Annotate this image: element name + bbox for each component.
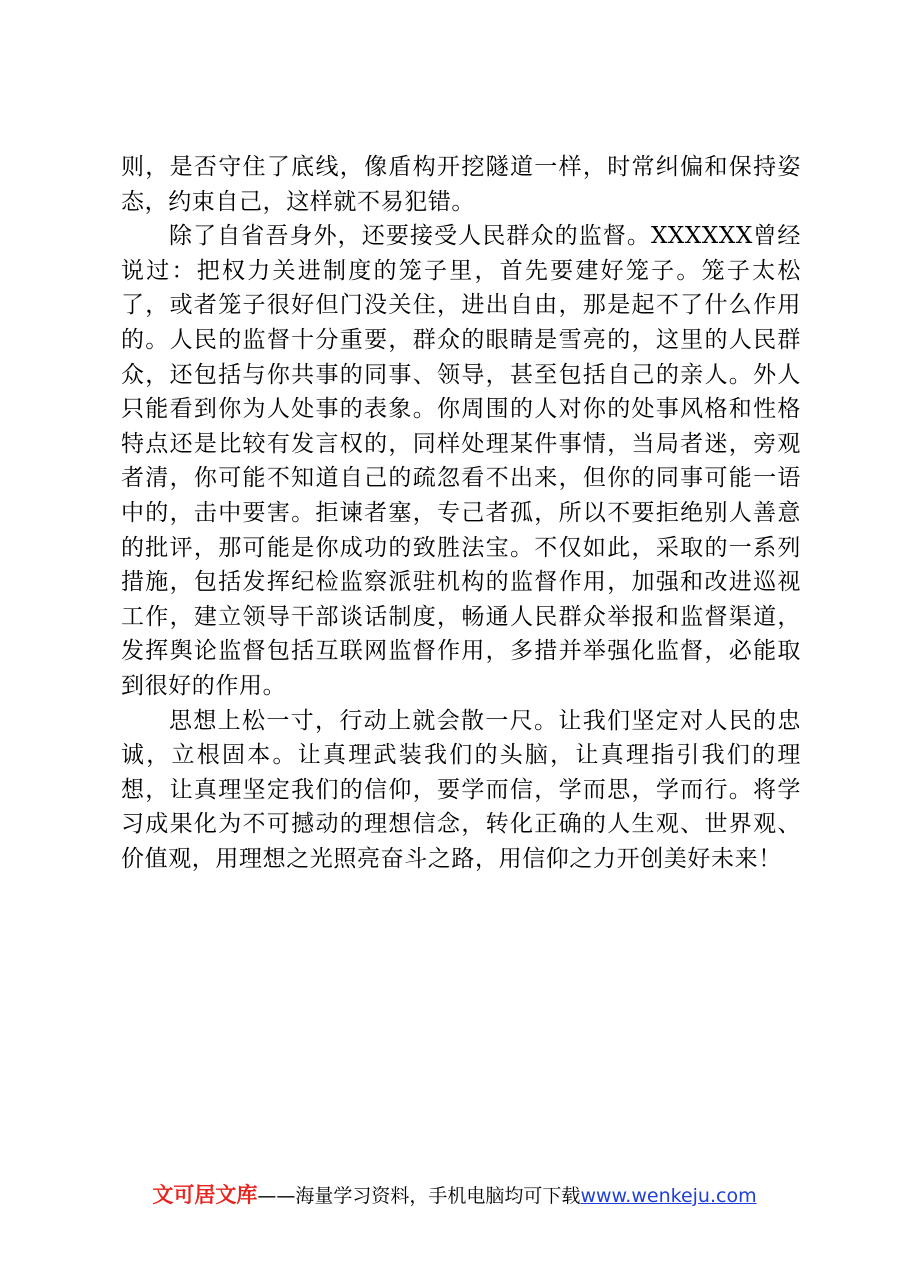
page-footer <box>0 1182 909 1209</box>
document-body <box>121 150 801 876</box>
paragraph-supervision: 除了自省吾身外，还要接受人民群众的监督。XXXXXX曾经说过：把权力关进制度的笼子里，首先要建好笼子。笼子太松了，或者笼子很好但门没关住，进出自由，那是起不了什么作用的。人民的监督十分重要，群众的眼睛是雪亮的，这里的人民群众，还包括与你共事的同事、领导，甚至包括自己的亲人。外人只能看到你为人处事的表象。你周围的人对你的处事风格和性格特点还是比较有发言权的，同样处理某件事情，当局者迷，旁观者清，你可能不知道自己的疏忽看不出来，但你的同事可能一语中的，击中要害。拒谏者塞，专己者孤，所以不要拒绝别人善意的批评，那可能是你成功的致胜法宝。不仅如此，采取的一系列措施，包括发挥纪检监察派驻机构的监督作用，加强和改进巡视工作，建立领导干部谈话制度，畅通人民群众举报和监督渠道，发挥舆论监督包括互联网监督作用，多措并举强化监督，必能取到很好的作用。 <box>121 223 801 699</box>
footer-slogan: ——海量学习资料，手机电脑均可下载 <box>257 1185 581 1207</box>
footer-website-link[interactable]: www.wenkeju.com <box>580 1185 757 1207</box>
paragraph-conclusion: 思想上松一寸，行动上就会散一尺。让我们坚定对人民的忠诚，立根固本。让真理武装我们的头脑，让真理指引我们的理想，让真理坚定我们的信仰，要学而信，学而思，学而行。将学习成果化为不可撼动的理想信念，转化正确的人生观、世界观、价值观，用理想之光照亮奋斗之路，用信仰之力开创美好未来！ <box>121 707 801 872</box>
footer-brand: 文可居文库 <box>152 1183 258 1207</box>
paragraph-continuation: 则，是否守住了底线，像盾构开挖隧道一样，时常纠偏和保持姿态，约束自己，这样就不易犯错。 <box>121 154 801 215</box>
